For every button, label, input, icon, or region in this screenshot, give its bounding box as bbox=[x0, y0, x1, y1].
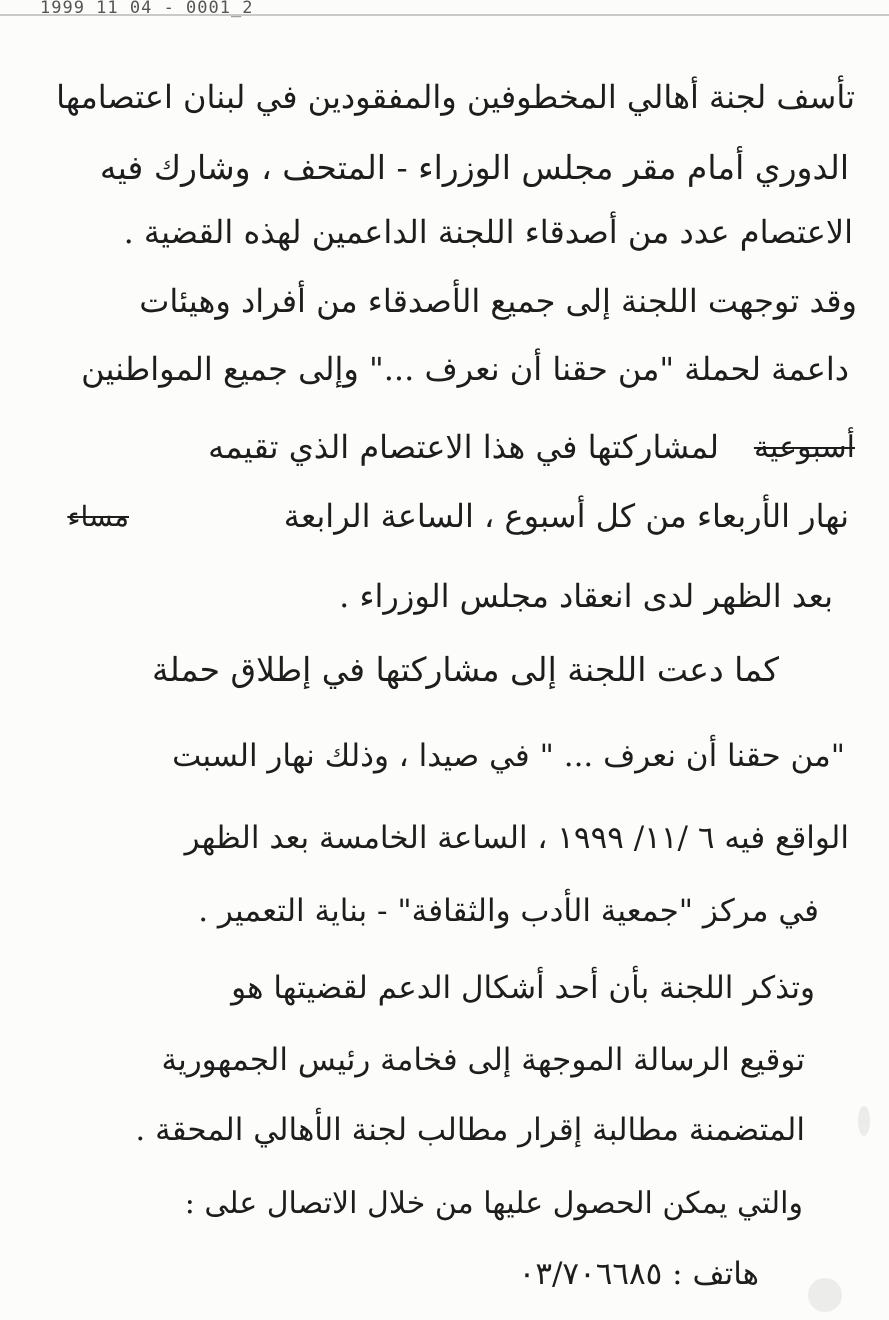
document-reference-number: 1999 11 04 - 0001_2 bbox=[40, 0, 254, 18]
struck-word-line-7: مساء bbox=[67, 500, 129, 533]
text-line-9: كما دعت اللجنة إلى مشاركتها في إطلاق حملة bbox=[151, 650, 779, 689]
text-line-16: والتي يمكن الحصول عليها من خلال الاتصال على : bbox=[184, 1186, 803, 1221]
text-line-10: "من حقنا أن نعرف ... " في صيدا ، وذلك نهار السبت bbox=[172, 738, 845, 774]
text-line-5: داعمة لحملة "من حقنا أن نعرف ..." وإلى جميع المواطنين bbox=[81, 350, 849, 388]
text-line-13: وتذكر اللجنة بأن أحد أشكال الدعم لقضيتها هو bbox=[231, 970, 815, 1006]
paper-mark bbox=[858, 1106, 870, 1136]
text-line-7: نهار الأربعاء من كل أسبوع ، الساعة الرابعة bbox=[283, 497, 849, 535]
text-line-11: الواقع فيه ٦ /١١/ ١٩٩٩ ، الساعة الخامسة بعد الظهر bbox=[184, 820, 849, 856]
text-line-4: وقد توجهت اللجنة إلى جميع الأصدقاء من أفراد وهيئات bbox=[139, 282, 857, 320]
text-line-15: المتضمنة مطالبة إقرار مطالب لجنة الأهالي المحقة . bbox=[135, 1112, 805, 1148]
text-line-6: لمشاركتها في هذا الاعتصام الذي تقيمه bbox=[208, 428, 719, 466]
text-line-17-phone: هاتف : ٠٣/٧٠٦٦٨٥ bbox=[518, 1256, 759, 1292]
text-line-2: الدوري أمام مقر مجلس الوزراء - المتحف ، وشارك فيه bbox=[99, 148, 849, 187]
struck-word-line-6: أسبوعية bbox=[753, 430, 855, 465]
text-line-8: بعد الظهر لدى انعقاد مجلس الوزراء . bbox=[339, 577, 833, 615]
text-line-3: الاعتصام عدد من أصدقاء اللجنة الداعمين لهذه القضية . bbox=[123, 213, 853, 251]
text-line-14: توقيع الرسالة الموجهة إلى فخامة رئيس الجمهورية bbox=[161, 1042, 805, 1078]
text-line-12: في مركز "جمعية الأدب والثقافة" - بناية التعمير . bbox=[198, 893, 819, 929]
text-line-1: تأسف لجنة أهالي المخطوفين والمفقودين في لبنان اعتصامها bbox=[56, 78, 855, 116]
paper-mark bbox=[808, 1278, 842, 1312]
